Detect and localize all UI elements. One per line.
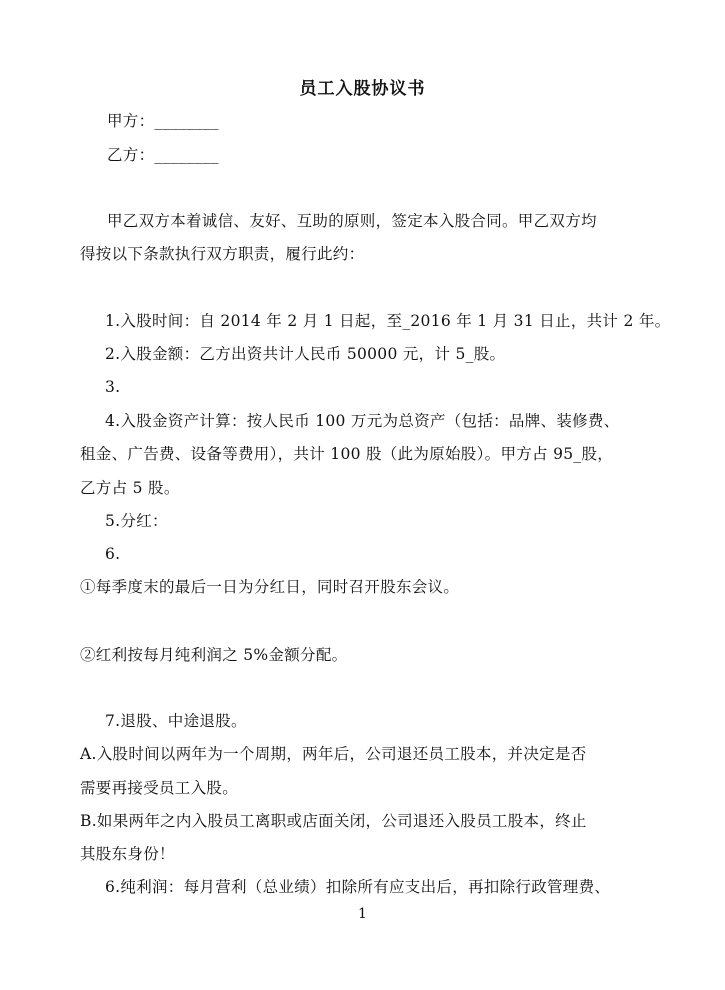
intro-line-1: 甲乙双方本着诚信、友好、互助的原则，签定本入股合同。甲乙双方均 [107,212,597,230]
clause-2: 2.入股金额：乙方出资共计人民币 50000 元，计 5_股。 [105,345,506,363]
clause-4-line-2: 租金、广告费、设备等费用），共计 100 股（此为原始股）。甲方占 95_股， [80,445,614,463]
intro-line-2: 得按以下条款执行双方职责，履行此约： [80,245,365,263]
clause-1: 1.入股时间：自 2014 年 2 月 1 日起，至_2016 年 1 月 31 日止，共计 2 年。 [105,312,671,330]
item-a-line-1: A.入股时间以两年为一个周期，两年后，公司退还员工股本，并决定是否 [80,745,587,763]
clause-4-line-3: 乙方占 5 股。 [80,479,180,497]
page-number: 1 [358,906,367,922]
item-b-line-1: B.如果两年之内入股员工离职或店面关闭，公司退还入股员工股本，终止 [80,812,587,830]
clause-6-net-profit: 6.纯利润：每月营利（总业绩）扣除所有应支出后，再扣除行政管理费、 [105,878,611,896]
clause-4-line-1: 4.入股金资产计算：按人民币 100 万元为总资产（包括：品牌、装修费、 [105,412,620,430]
item-b-line-2: 其股东身份！ [80,845,175,863]
clause-7: 7.退股、中途退股。 [105,712,247,730]
party-b-line: 乙方：________ [107,146,219,164]
dividend-item-1: ①每季度末的最后一日为分红日，同时召开股东会议。 [80,578,460,596]
clause-3: 3. [105,378,121,396]
dividend-item-2: ②红利按每月纯利润之 5%金额分配。 [80,646,348,664]
document-title: 员工入股协议书 [299,79,426,99]
clause-5: 5.分红： [105,512,168,530]
party-a-line: 甲方：________ [107,112,219,130]
item-a-line-2: 需要再接受员工入股。 [80,779,239,797]
clause-6: 6. [105,545,121,563]
